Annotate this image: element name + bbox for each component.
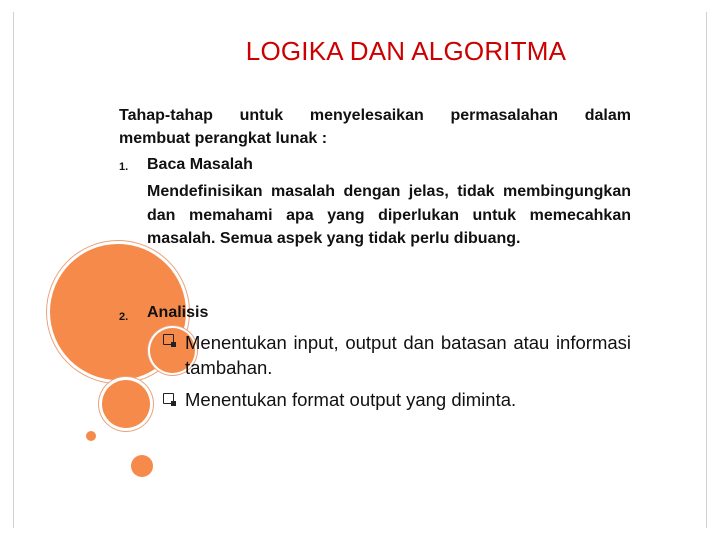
decorative-circle-small (131, 455, 153, 477)
decorative-circle-tiny (86, 431, 96, 441)
hollow-square-icon (163, 392, 174, 407)
hollow-square-icon (163, 333, 174, 348)
intro-line-2: membuat perangkat lunak : (119, 130, 328, 147)
item-heading-baca-masalah: Baca Masalah (147, 156, 253, 173)
bullet-text: Menentukan input, output dan batasan atau informasi tambahan. (185, 332, 631, 378)
left-border-line (13, 12, 14, 528)
bullet-text: Menentukan format output yang diminta. (185, 389, 517, 410)
right-border-line (706, 12, 707, 528)
intro-text (119, 104, 631, 150)
list-number: 2. (119, 311, 129, 323)
intro-line-1: Tahap-tahap untuk menyelesaikan permasalahan dalam (119, 107, 631, 124)
item-heading-analisis: Analisis (147, 304, 209, 321)
decorative-circle-medium (102, 380, 150, 428)
slide-title: LOGIKA DAN ALGORITMA (245, 36, 567, 66)
list-number: 1. (119, 161, 129, 173)
item-description: Mendefinisikan masalah dengan jelas, tidak membingungkan dan memahami apa yang diperlukan untuk memecahkan masalah. Semua aspek yang tidak perlu dibuang. (147, 183, 631, 247)
